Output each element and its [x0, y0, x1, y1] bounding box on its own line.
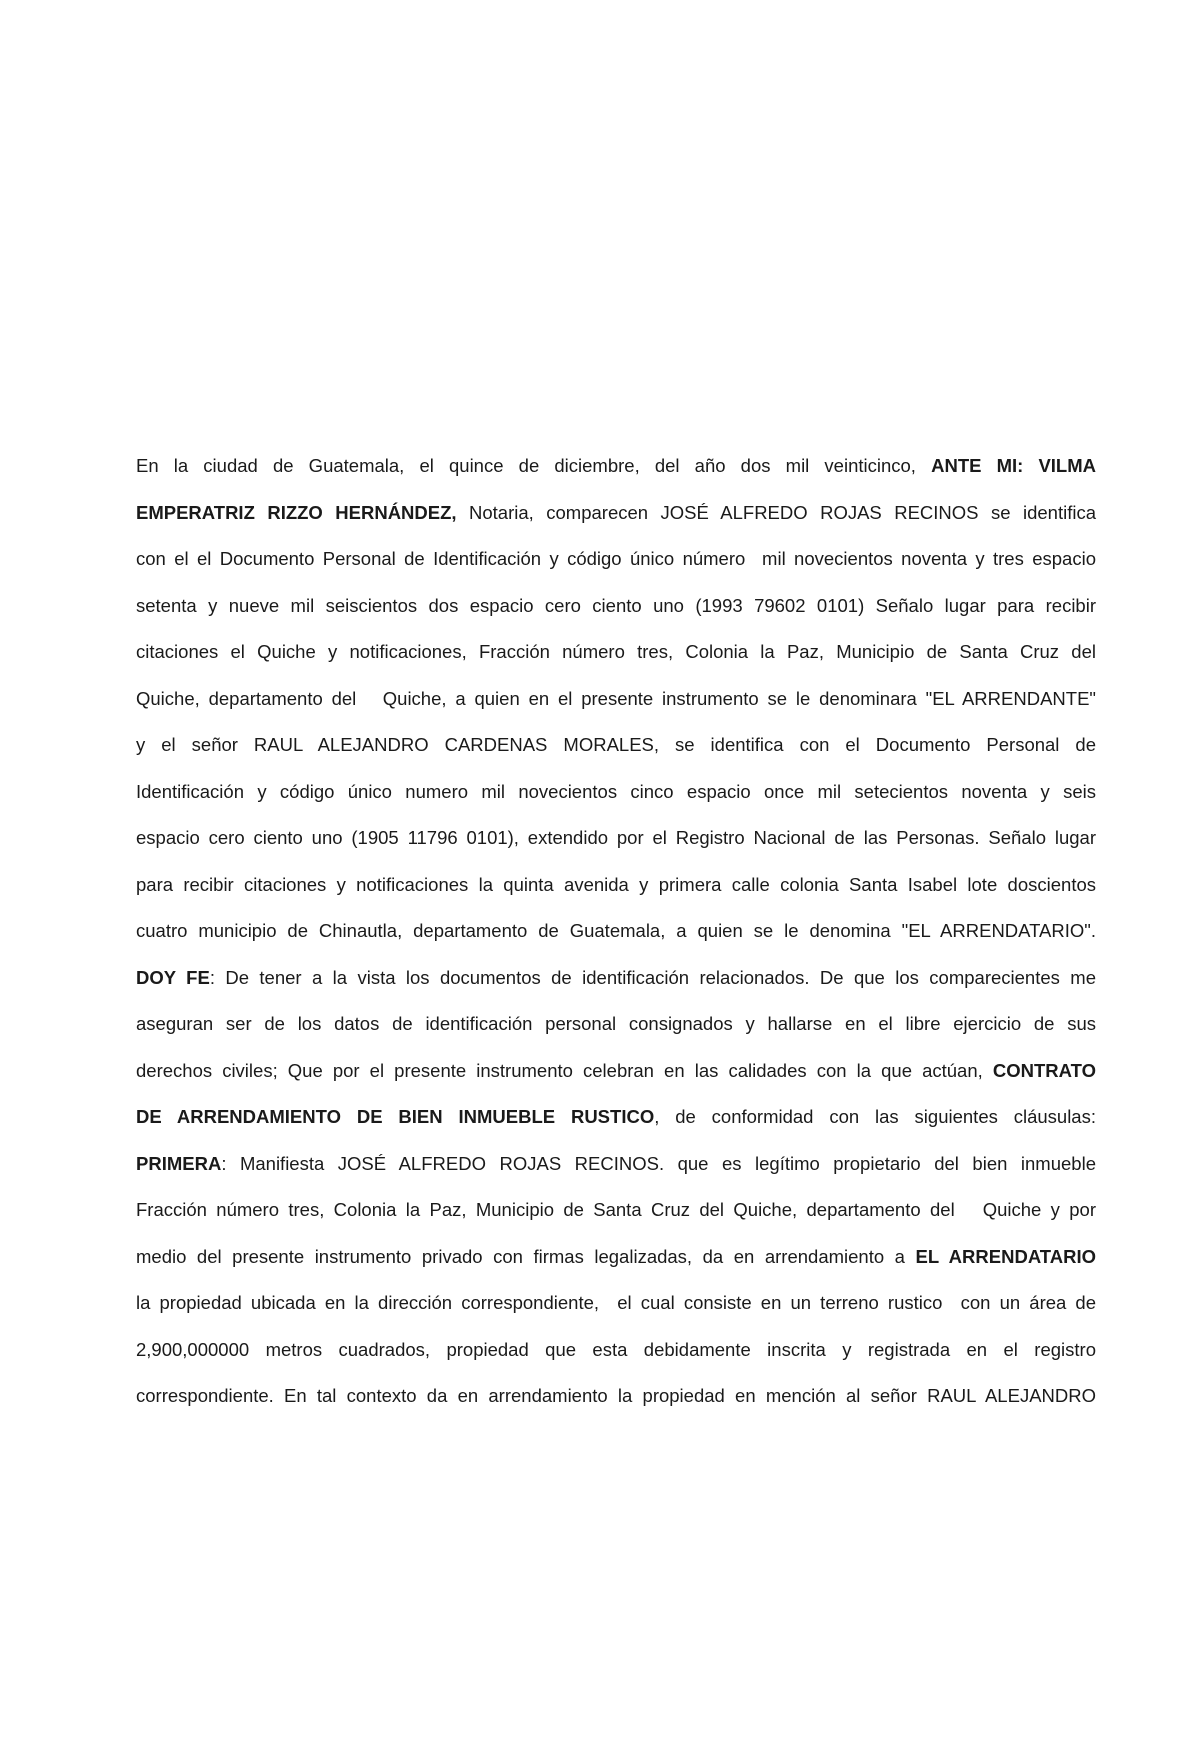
text-line: [136, 1190, 1096, 1237]
text-segment: para recibir citaciones y notificaciones la quinta avenida y primera calle colonia Santa Isabel lote doscientos: [136, 873, 1096, 895]
text-line: [136, 632, 1096, 679]
text-line: [136, 865, 1096, 912]
text-line: [136, 1144, 1096, 1191]
text-line: [136, 958, 1096, 1005]
text-segment: Notaria, comparecen JOSÉ ALFREDO ROJAS RECINOS se identifica: [456, 501, 1096, 523]
text-line: [136, 911, 1096, 958]
bold-text-segment: EMPERATRIZ RIZZO HERNÁNDEZ,: [136, 501, 457, 523]
text-line: [136, 1237, 1096, 1284]
text-line: [136, 493, 1096, 540]
text-segment: espacio cero ciento uno (1905 11796 0101), extendido por el Registro Nacional de las Personas. Señalo lugar: [136, 827, 1096, 848]
text-segment: Identificación y código único numero mil novecientos cinco espacio once mil setecientos noventa y seis: [136, 780, 1096, 802]
text-line: [136, 679, 1096, 726]
text-line: [136, 1376, 1096, 1423]
text-line: [136, 1097, 1096, 1144]
text-segment: : Manifiesta JOSÉ ALFREDO ROJAS RECINOS. que es legítimo propietario del bien inmueble: [221, 1152, 1096, 1174]
contract-body-text: [136, 446, 1096, 1423]
text-segment: y el señor RAUL ALEJANDRO CARDENAS MORALES, se identifica con el Documento Personal de: [136, 734, 1096, 755]
text-line: [136, 539, 1096, 586]
bold-text-segment: CONTRATO: [992, 1059, 1096, 1081]
text-line: [136, 1051, 1096, 1098]
text-line: [136, 1330, 1096, 1377]
bold-text-segment: DOY FE: [136, 966, 210, 988]
text-segment: , de conformidad con las siguientes cláusulas:: [654, 1106, 1096, 1127]
text-segment: aseguran ser de los datos de identificación personal consignados y hallarse en el libre ejercicio de sus: [136, 1013, 1096, 1034]
text-segment: Fracción número tres, Colonia la Paz, Municipio de Santa Cruz del Quiche, departamento del Quiche y por: [136, 1199, 1096, 1220]
text-segment: con el el Documento Personal de Identificación y código único número mil novecientos noventa y tres espacio: [136, 548, 1096, 569]
bold-text-segment: ANTE MI: VILMA: [931, 455, 1096, 476]
text-line: [136, 1283, 1096, 1330]
bold-text-segment: PRIMERA: [136, 1152, 222, 1174]
text-segment: cuatro municipio de Chinautla, departamento de Guatemala, a quien se le denomina "EL ARRENDATARIO".: [136, 920, 1096, 941]
text-segment: derechos civiles; Que por el presente instrumento celebran en las calidades con la que actúan,: [136, 1059, 993, 1081]
text-segment: correspondiente. En tal contexto da en arrendamiento la propiedad en mención al señor RAUL ALEJANDRO: [136, 1385, 1096, 1406]
text-segment: citaciones el Quiche y notificaciones, Fracción número tres, Colonia la Paz, Municipio de Santa Cruz del: [136, 641, 1096, 662]
text-segment: Quiche, departamento del Quiche, a quien en el presente instrumento se le denominara "EL ARRENDANTE": [136, 687, 1096, 709]
bold-text-segment: DE ARRENDAMIENTO DE BIEN INMUEBLE RUSTICO: [136, 1106, 655, 1127]
text-segment: En la ciudad de Guatemala, el quince de diciembre, del año dos mil veinticinco,: [136, 455, 932, 476]
text-line: [136, 1004, 1096, 1051]
text-segment: 2,900,000000 metros cuadrados, propiedad que esta debidamente inscrita y registrada en el registro: [136, 1338, 1096, 1360]
text-segment: : De tener a la vista los documentos de identificación relacionados. De que los comparecientes me: [209, 966, 1096, 988]
text-segment: medio del presente instrumento privado con firmas legalizadas, da en arrendamiento a: [136, 1245, 916, 1267]
text-line: [136, 818, 1096, 865]
text-segment: la propiedad ubicada en la dirección correspondiente, el cual consiste en un terreno rustico con un área de: [136, 1292, 1096, 1313]
text-line: [136, 446, 1096, 493]
text-line: [136, 772, 1096, 819]
text-line: [136, 725, 1096, 772]
text-segment: setenta y nueve mil seiscientos dos espacio cero ciento uno (1993 79602 0101) Señalo lugar para recibir: [136, 594, 1096, 616]
text-line: [136, 586, 1096, 633]
bold-text-segment: EL ARRENDATARIO: [915, 1245, 1096, 1267]
